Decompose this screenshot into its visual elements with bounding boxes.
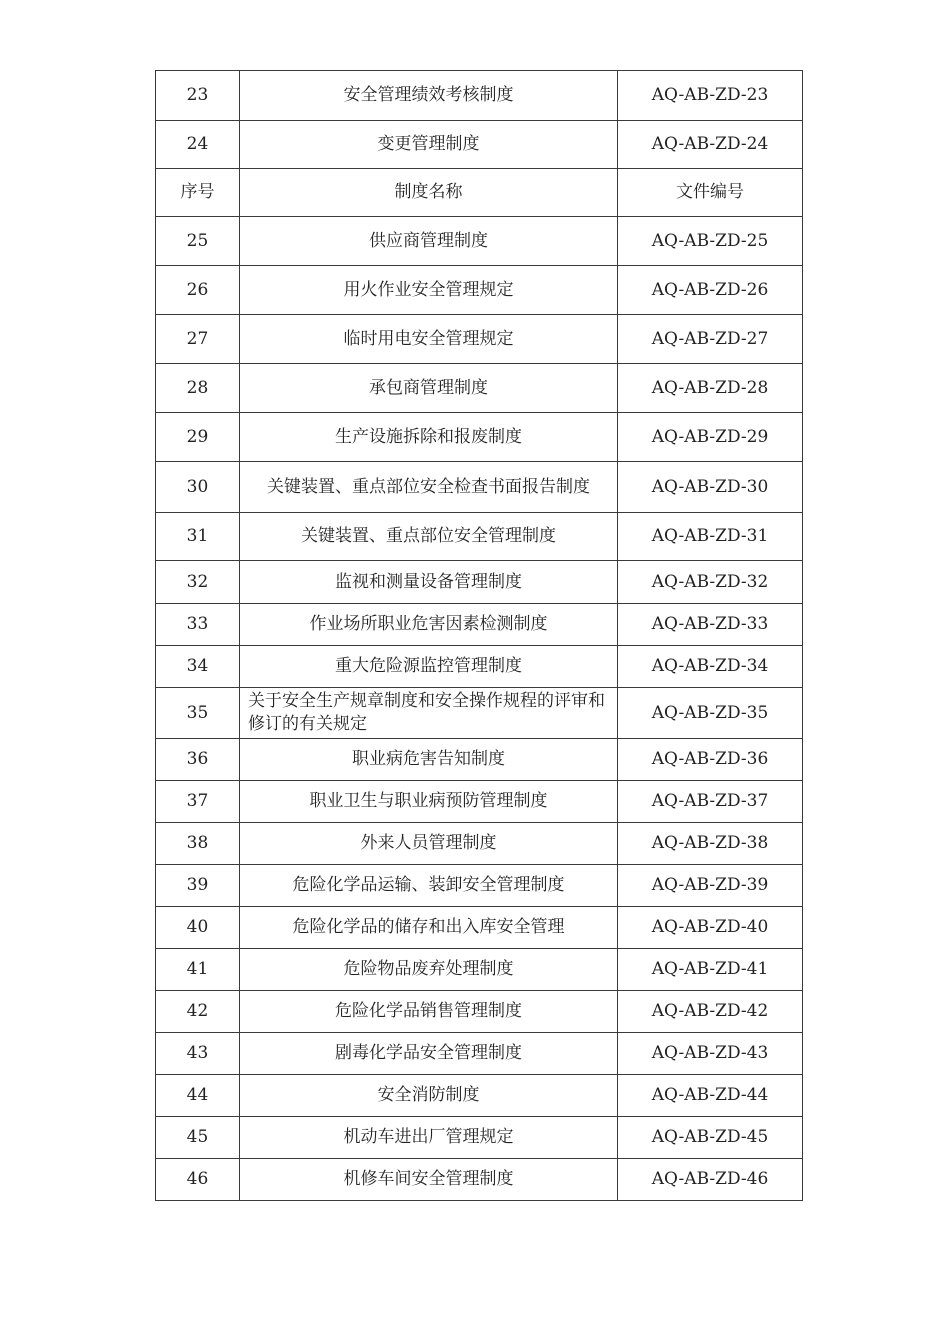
table-row bbox=[156, 949, 803, 991]
regulation-name-cell: 供应商管理制度 bbox=[240, 217, 618, 266]
table-row bbox=[156, 121, 803, 169]
row-number-cell: 24 bbox=[156, 121, 240, 169]
row-number-cell: 42 bbox=[156, 991, 240, 1033]
table-row bbox=[156, 823, 803, 865]
table-row bbox=[156, 1117, 803, 1159]
row-number-cell: 45 bbox=[156, 1117, 240, 1159]
document-code-cell: AQ-AB-ZD-31 bbox=[618, 513, 803, 561]
table-row bbox=[156, 688, 803, 739]
document-code-cell: AQ-AB-ZD-39 bbox=[618, 865, 803, 907]
table-row bbox=[156, 739, 803, 781]
document-code-cell: AQ-AB-ZD-35 bbox=[618, 688, 803, 739]
row-number-cell: 30 bbox=[156, 462, 240, 513]
table-row bbox=[156, 266, 803, 315]
table-header-row bbox=[156, 169, 803, 217]
document-code-cell: AQ-AB-ZD-42 bbox=[618, 991, 803, 1033]
document-code-cell: AQ-AB-ZD-28 bbox=[618, 364, 803, 413]
regulation-name-cell: 危险化学品运输、装卸安全管理制度 bbox=[240, 865, 618, 907]
document-code-cell: AQ-AB-ZD-40 bbox=[618, 907, 803, 949]
regulation-name-cell: 变更管理制度 bbox=[240, 121, 618, 169]
regulation-name-cell: 危险化学品的储存和出入库安全管理 bbox=[240, 907, 618, 949]
table-row bbox=[156, 646, 803, 688]
document-code-cell: AQ-AB-ZD-25 bbox=[618, 217, 803, 266]
document-code-cell: AQ-AB-ZD-41 bbox=[618, 949, 803, 991]
regulation-name-cell: 生产设施拆除和报废制度 bbox=[240, 413, 618, 462]
column-header-name: 制度名称 bbox=[240, 169, 618, 217]
table-row bbox=[156, 364, 803, 413]
row-number-cell: 36 bbox=[156, 739, 240, 781]
row-number-cell: 37 bbox=[156, 781, 240, 823]
document-code-cell: AQ-AB-ZD-26 bbox=[618, 266, 803, 315]
document-code-cell: AQ-AB-ZD-24 bbox=[618, 121, 803, 169]
table-row bbox=[156, 1075, 803, 1117]
row-number-cell: 34 bbox=[156, 646, 240, 688]
table-row bbox=[156, 1159, 803, 1201]
regulation-name-cell: 重大危险源监控管理制度 bbox=[240, 646, 618, 688]
document-code-cell: AQ-AB-ZD-45 bbox=[618, 1117, 803, 1159]
row-number-cell: 28 bbox=[156, 364, 240, 413]
column-header-code: 文件编号 bbox=[618, 169, 803, 217]
row-number-cell: 33 bbox=[156, 604, 240, 646]
regulation-name-cell: 危险化学品销售管理制度 bbox=[240, 991, 618, 1033]
row-number-cell: 46 bbox=[156, 1159, 240, 1201]
table-row bbox=[156, 991, 803, 1033]
document-code-cell: AQ-AB-ZD-37 bbox=[618, 781, 803, 823]
regulation-name-cell: 剧毒化学品安全管理制度 bbox=[240, 1033, 618, 1075]
regulation-name-cell: 临时用电安全管理规定 bbox=[240, 315, 618, 364]
document-code-cell: AQ-AB-ZD-33 bbox=[618, 604, 803, 646]
row-number-cell: 38 bbox=[156, 823, 240, 865]
document-code-cell: AQ-AB-ZD-36 bbox=[618, 739, 803, 781]
regulation-name-cell: 关键装置、重点部位安全检查书面报告制度 bbox=[240, 462, 618, 513]
document-code-cell: AQ-AB-ZD-29 bbox=[618, 413, 803, 462]
table-row bbox=[156, 865, 803, 907]
table-row bbox=[156, 513, 803, 561]
row-number-cell: 40 bbox=[156, 907, 240, 949]
document-code-cell: AQ-AB-ZD-44 bbox=[618, 1075, 803, 1117]
document-code-cell: AQ-AB-ZD-38 bbox=[618, 823, 803, 865]
row-number-cell: 31 bbox=[156, 513, 240, 561]
row-number-cell: 25 bbox=[156, 217, 240, 266]
regulation-index-table bbox=[155, 70, 803, 1201]
document-code-cell: AQ-AB-ZD-34 bbox=[618, 646, 803, 688]
regulation-name-cell: 危险物品废弃处理制度 bbox=[240, 949, 618, 991]
regulation-name-cell: 外来人员管理制度 bbox=[240, 823, 618, 865]
document-code-cell: AQ-AB-ZD-46 bbox=[618, 1159, 803, 1201]
document-code-cell: AQ-AB-ZD-23 bbox=[618, 71, 803, 121]
row-number-cell: 43 bbox=[156, 1033, 240, 1075]
regulation-name-cell: 监视和测量设备管理制度 bbox=[240, 561, 618, 604]
regulation-name-cell: 机修车间安全管理制度 bbox=[240, 1159, 618, 1201]
table-row bbox=[156, 1033, 803, 1075]
table-row bbox=[156, 315, 803, 364]
row-number-cell: 27 bbox=[156, 315, 240, 364]
document-code-cell: AQ-AB-ZD-27 bbox=[618, 315, 803, 364]
table-row bbox=[156, 217, 803, 266]
row-number-cell: 44 bbox=[156, 1075, 240, 1117]
document-code-cell: AQ-AB-ZD-30 bbox=[618, 462, 803, 513]
regulation-name-cell: 职业卫生与职业病预防管理制度 bbox=[240, 781, 618, 823]
table-row bbox=[156, 604, 803, 646]
table-row bbox=[156, 462, 803, 513]
table-row bbox=[156, 413, 803, 462]
regulation-name-cell: 安全消防制度 bbox=[240, 1075, 618, 1117]
row-number-cell: 39 bbox=[156, 865, 240, 907]
table-row bbox=[156, 907, 803, 949]
regulation-name-cell: 关于安全生产规章制度和安全操作规程的评审和修订的有关规定 bbox=[240, 688, 618, 739]
document-code-cell: AQ-AB-ZD-43 bbox=[618, 1033, 803, 1075]
document-code-cell: AQ-AB-ZD-32 bbox=[618, 561, 803, 604]
regulation-name-cell: 安全管理绩效考核制度 bbox=[240, 71, 618, 121]
row-number-cell: 32 bbox=[156, 561, 240, 604]
regulation-name-cell: 承包商管理制度 bbox=[240, 364, 618, 413]
regulation-name-cell: 用火作业安全管理规定 bbox=[240, 266, 618, 315]
row-number-cell: 41 bbox=[156, 949, 240, 991]
regulation-name-cell: 作业场所职业危害因素检测制度 bbox=[240, 604, 618, 646]
regulation-name-cell: 关键装置、重点部位安全管理制度 bbox=[240, 513, 618, 561]
table-row bbox=[156, 781, 803, 823]
table-row bbox=[156, 561, 803, 604]
row-number-cell: 35 bbox=[156, 688, 240, 739]
row-number-cell: 26 bbox=[156, 266, 240, 315]
row-number-cell: 29 bbox=[156, 413, 240, 462]
table-body bbox=[156, 71, 803, 1201]
row-number-cell: 23 bbox=[156, 71, 240, 121]
regulation-name-cell: 机动车进出厂管理规定 bbox=[240, 1117, 618, 1159]
table-row bbox=[156, 71, 803, 121]
regulation-name-cell: 职业病危害告知制度 bbox=[240, 739, 618, 781]
column-header-number: 序号 bbox=[156, 169, 240, 217]
